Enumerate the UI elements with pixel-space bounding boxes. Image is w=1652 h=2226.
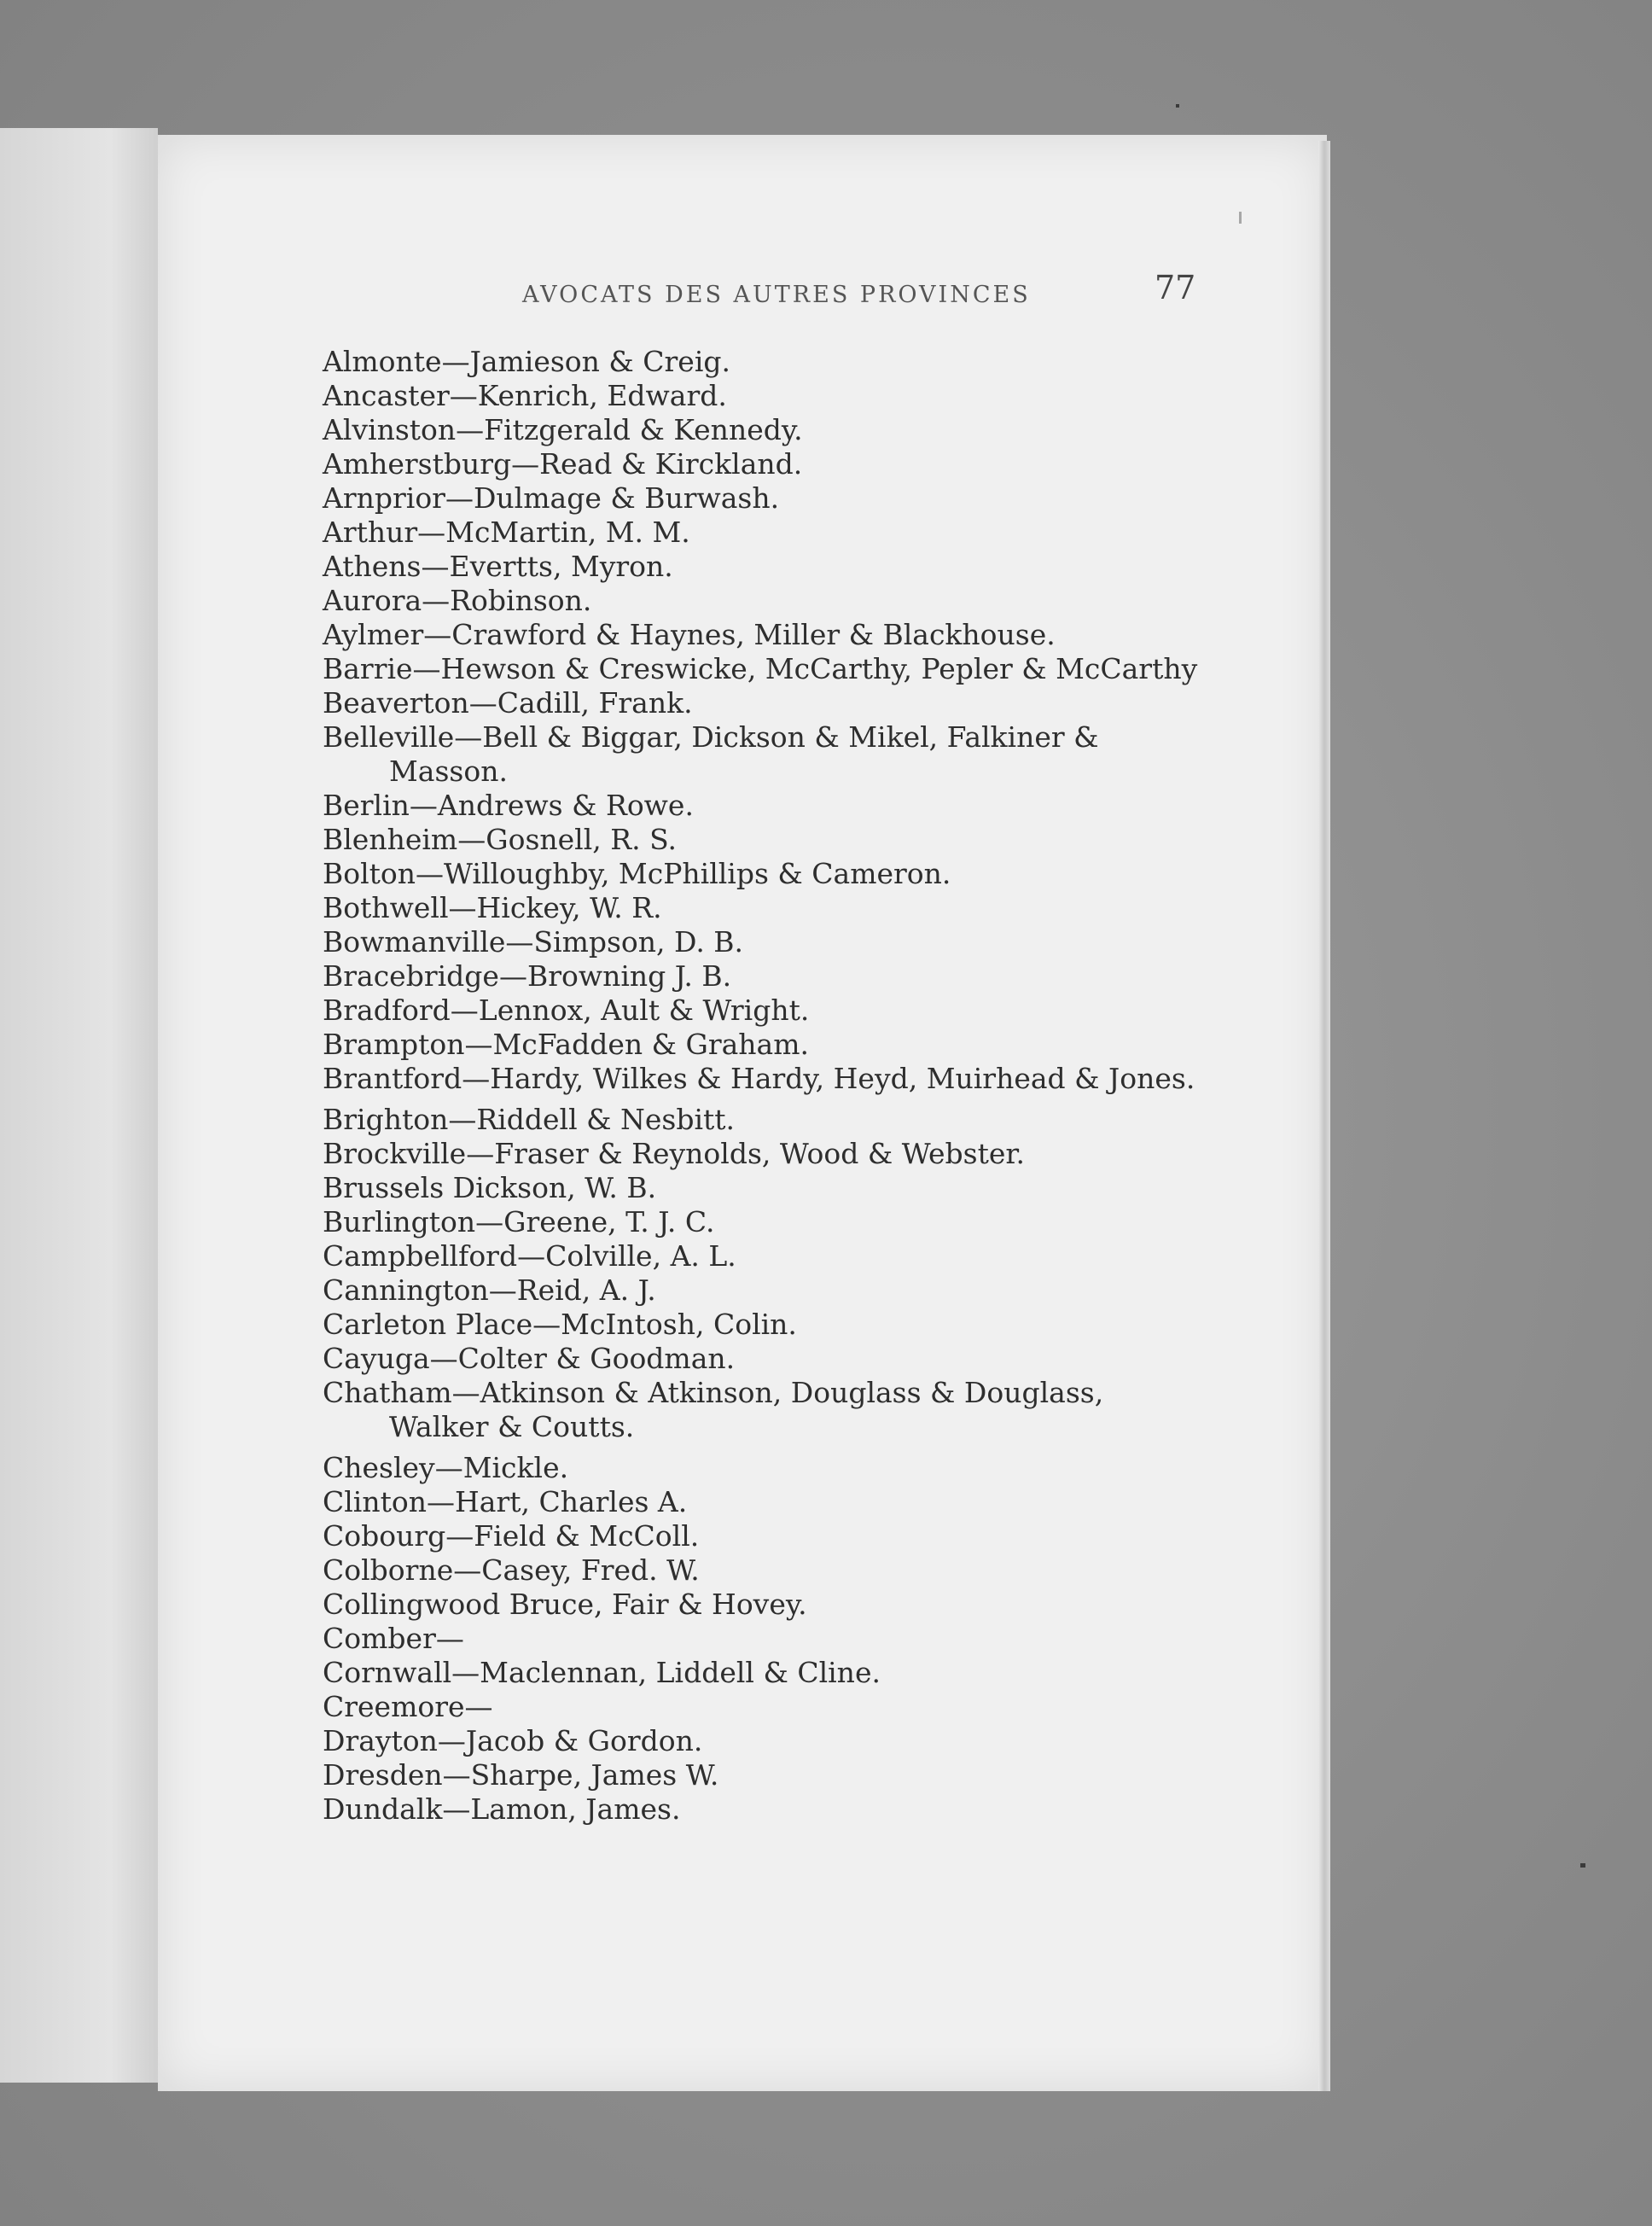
- list-item: Bolton—Willoughby, McPhillips & Cameron.: [323, 857, 951, 890]
- scan-speck: [1239, 212, 1242, 224]
- list-item: Cayuga—Colter & Goodman.: [323, 1342, 736, 1375]
- list-item: Blenheim—Gosnell, R. S.: [323, 823, 677, 856]
- list-item: Brockville—Fraser & Reynolds, Wood & Webster.: [323, 1137, 1026, 1170]
- previous-page-edge: [0, 128, 158, 2083]
- list-item: Brussels Dickson, W. B.: [323, 1171, 657, 1204]
- list-item: Bradford—Lennox, Ault & Wright.: [323, 994, 810, 1027]
- list-item: Ancaster—Kenrich, Edward.: [323, 379, 727, 412]
- list-item: Amherstburg—Read & Kirckland.: [323, 447, 803, 481]
- list-item: Clinton—Hart, Charles A.: [323, 1485, 688, 1518]
- page-edge: [1318, 141, 1330, 2091]
- list-item: Dundalk—Lamon, James.: [323, 1792, 681, 1826]
- list-item: Arthur—McMartin, M. M.: [323, 516, 690, 549]
- list-item: Bowmanville—Simpson, D. B.: [323, 925, 744, 959]
- list-item: Collingwood Bruce, Fair & Hovey.: [323, 1588, 807, 1621]
- list-item: Dresden—Sharpe, James W.: [323, 1758, 719, 1792]
- list-item: Burlington—Greene, T. J. C.: [323, 1205, 715, 1238]
- list-item: Brighton—Riddell & Nesbitt.: [323, 1103, 736, 1136]
- list-item: Berlin—Andrews & Rowe.: [323, 789, 694, 822]
- list-item: Arnprior—Dulmage & Burwash.: [323, 481, 780, 515]
- list-item: Creemore—: [323, 1690, 493, 1723]
- list-item: Cobourg—Field & McColl.: [323, 1519, 700, 1553]
- running-title: AVOCATS DES AUTRES PROVINCES: [522, 282, 1031, 308]
- list-item: Comber—: [323, 1622, 464, 1655]
- scan-speck: [1176, 104, 1179, 108]
- scan-speck: [1580, 1863, 1585, 1868]
- list-item: Bracebridge—Browning J. B.: [323, 959, 732, 993]
- list-item: Alvinston—Fitzgerald & Kennedy.: [323, 413, 803, 446]
- list-item: Campbellford—Colville, A. L.: [323, 1239, 736, 1273]
- list-item: Aurora—Robinson.: [323, 584, 592, 617]
- directory-list: [323, 345, 1201, 1827]
- list-item: Beaverton—Cadill, Frank.: [323, 686, 693, 720]
- list-item: Athens—Evertts, Myron.: [323, 550, 673, 583]
- list-item: Chatham—Atkinson & Atkinson, Douglass & Douglass, Walker & Coutts.: [323, 1376, 1104, 1443]
- list-item: Cannington—Reid, A. J.: [323, 1273, 656, 1307]
- list-item: Colborne—Casey, Fred. W.: [323, 1553, 700, 1587]
- list-item: Cornwall—Maclennan, Liddell & Cline.: [323, 1656, 881, 1689]
- page-number: 77: [1155, 269, 1196, 306]
- list-item: Chesley—Mickle.: [323, 1451, 569, 1484]
- list-item: Barrie—Hewson & Creswicke, McCarthy, Pepler & McCarthy: [323, 652, 1198, 685]
- list-item: Brampton—McFadden & Graham.: [323, 1028, 810, 1061]
- list-item: Almonte—Jamieson & Creig.: [323, 345, 731, 378]
- list-item: Brantford—Hardy, Wilkes & Hardy, Heyd, Muirhead & Jones.: [323, 1062, 1195, 1095]
- list-item: Bothwell—Hickey, W. R.: [323, 891, 662, 924]
- list-item: Drayton—Jacob & Gordon.: [323, 1724, 703, 1757]
- list-item: Carleton Place—McIntosh, Colin.: [323, 1308, 797, 1341]
- list-item: Belleville—Bell & Biggar, Dickson & Mikel, Falkiner & Masson.: [323, 720, 1099, 788]
- list-item: Aylmer—Crawford & Haynes, Miller & Blackhouse.: [323, 618, 1056, 651]
